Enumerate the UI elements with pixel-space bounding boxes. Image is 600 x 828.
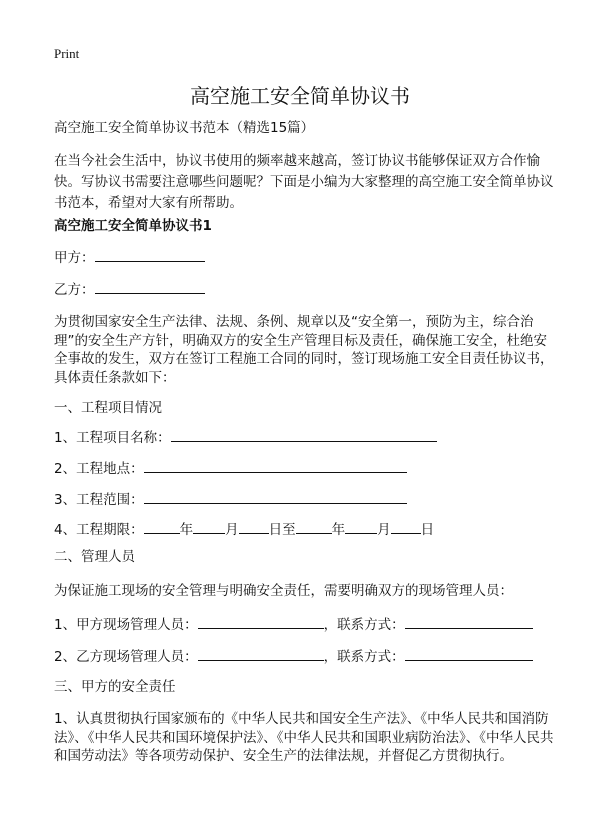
contact-label: ，联系方式： xyxy=(323,617,405,633)
project-scope-blank xyxy=(144,490,407,504)
month-label: 月 xyxy=(225,522,239,538)
print-link[interactable]: Print xyxy=(54,46,80,61)
project-location-blank xyxy=(144,459,407,473)
year-label: 年 xyxy=(331,522,346,538)
section-3-text: 1、认真贯彻执行国家颁布的《中华人民共和国安全生产法》、《中华人民共和国消防法》、《中华人民共和国环境保护法》、《中华人民共和国职业病防治法》、《中华人民共和国劳动法》等各项劳动保护、安全生产的法律法规，并督促乙方贯彻执行。 xyxy=(54,711,554,764)
section-2-heading: 二、管理人员 xyxy=(54,549,135,565)
blank xyxy=(239,520,269,534)
manager-a-label: 1、甲方现场管理人员： xyxy=(54,617,198,633)
blank xyxy=(198,647,324,661)
blank xyxy=(405,615,533,629)
blank xyxy=(193,520,225,534)
project-period-field xyxy=(54,520,554,539)
manager-a-field xyxy=(54,615,554,634)
month-label: 月 xyxy=(377,522,391,538)
blank xyxy=(198,615,324,629)
party-b-field xyxy=(54,280,554,299)
document-title: 高空施工安全简单协议书 xyxy=(190,84,410,108)
day-label: 日 xyxy=(420,522,435,538)
project-name-label: 1、工程项目名称： xyxy=(54,430,171,446)
party-a-blank xyxy=(95,248,205,262)
project-scope-field xyxy=(54,490,554,509)
project-location-field xyxy=(54,459,554,478)
project-name-field xyxy=(54,428,554,447)
contact-label: ，联系方式： xyxy=(323,649,405,665)
blank xyxy=(296,520,332,534)
project-scope-label: 3、工程范围： xyxy=(54,492,144,508)
day-to-label: 日至 xyxy=(268,522,296,538)
blank xyxy=(405,647,533,661)
preamble-paragraph: 为贯彻国家安全生产法律、法规、条例、规章以及“安全第一，预防为主，综合治理”的安全生产方针，明确双方的安全生产管理目标及责任，确保施工安全，杜绝安全事故的发生，双方在签订工程施工合同的同时，签订现场施工安全目责任协议书，具体责任条款如下： xyxy=(54,314,554,386)
year-label: 年 xyxy=(179,522,194,538)
party-a-field xyxy=(54,248,554,267)
party-b-label: 乙方： xyxy=(54,282,95,298)
blank xyxy=(144,520,180,534)
project-location-label: 2、工程地点： xyxy=(54,461,144,477)
blank xyxy=(391,520,421,534)
subtitle: 高空施工安全简单协议书范本（精选15篇） xyxy=(54,120,315,136)
party-b-blank xyxy=(95,280,205,294)
project-name-blank xyxy=(171,428,437,442)
period-label: 4、工程期限： xyxy=(54,522,144,538)
blank xyxy=(345,520,377,534)
intro-paragraph: 在当今社会生活中，协议书使用的频率越来越高，签订协议书能够保证双方合作愉快。写协议书需要注意哪些问题呢？下面是小编为大家整理的高空施工安全简单协议书范本，希望对大家有所帮助。 xyxy=(54,153,554,211)
party-a-label: 甲方： xyxy=(54,250,95,266)
section-2-text: 为保证施工现场的安全管理与明确安全责任，需要明确双方的现场管理人员： xyxy=(54,583,513,599)
manager-b-field xyxy=(54,647,554,666)
section-3-heading: 三、甲方的安全责任 xyxy=(54,679,176,695)
section-heading: 高空施工安全简单协议书1 xyxy=(54,218,212,234)
section-1-heading: 一、工程项目情况 xyxy=(54,400,162,416)
manager-b-label: 2、乙方现场管理人员： xyxy=(54,649,198,665)
